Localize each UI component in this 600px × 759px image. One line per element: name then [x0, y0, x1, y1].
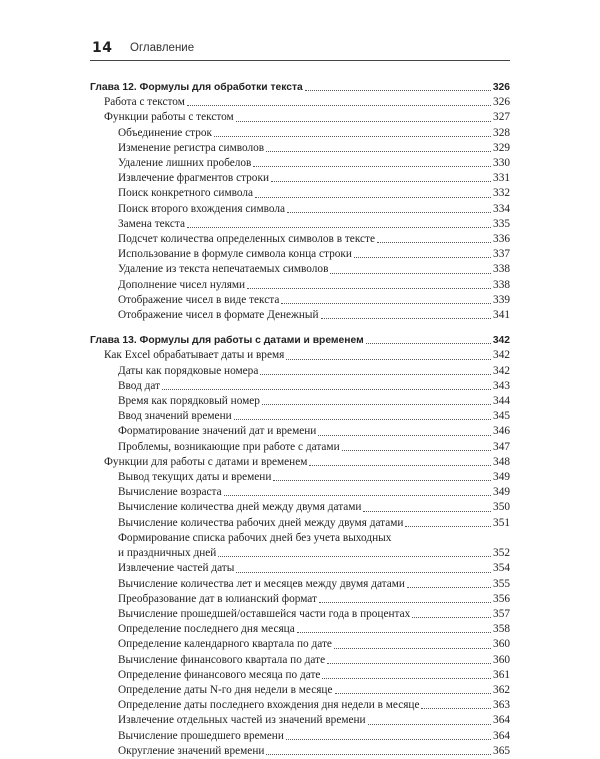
toc-entry[interactable]: Проблемы, возникающие при работе с датами 347 [118, 440, 510, 453]
toc-entry[interactable]: Удаление из текста непечатаемых символов 338 [118, 263, 510, 276]
toc-entry[interactable]: Определение даты последнего вхождения дня недели в месяце 363 [118, 699, 510, 712]
toc-entry[interactable]: Работа с текстом 326 [104, 96, 510, 109]
toc-entry[interactable]: Вычисление количества рабочих дней между двумя датами 351 [118, 516, 510, 529]
toc-entry[interactable]: Преобразование дат в юлианский формат 356 [118, 592, 510, 605]
toc-entry[interactable]: Вычисление количества дней между двумя датами 350 [118, 501, 510, 514]
toc-entry[interactable]: Определение календарного квартала по дате 360 [118, 638, 510, 651]
toc-entry[interactable]: Ввод дат 343 [118, 379, 510, 392]
entry-page: 326 [492, 82, 510, 93]
toc-entry[interactable]: Вывод текущих даты и времени 349 [118, 471, 510, 484]
toc-entry[interactable]: Вычисление прошедшего времени 364 [118, 729, 510, 742]
toc-entry[interactable]: Дополнение чисел нулями 338 [118, 278, 510, 291]
toc-entry[interactable]: Поиск второго вхождения символа 334 [118, 202, 510, 215]
toc-entry[interactable]: Извлечение частей даты 354 [118, 562, 510, 575]
entry-page: 342 [492, 335, 510, 347]
entry-title: Глава 13. Формулы для работы с датами и временем [90, 335, 364, 347]
toc-entry[interactable]: Удаление лишних пробелов 330 [118, 157, 510, 170]
toc-entry[interactable]: Отображение чисел в формате Денежный 341 [118, 309, 510, 322]
toc-entry[interactable]: Время как порядковый номер 344 [118, 395, 510, 408]
entry-title: Глава 12. Формулы для обработки текста [90, 82, 303, 93]
toc-entry[interactable]: Функции работы с текстом 327 [104, 111, 510, 124]
toc-entry[interactable]: Функции для работы с датами и временем 348 [104, 455, 510, 468]
toc-entry[interactable]: Вычисление прошедшей/оставшейся части года в процентах 357 [118, 607, 510, 620]
toc-entry[interactable]: Замена текста 335 [118, 217, 510, 230]
toc-entry[interactable]: Поиск конкретного символа 332 [118, 187, 510, 200]
toc-entry[interactable]: Извлечение фрагментов строки 331 [118, 172, 510, 185]
toc-entry[interactable]: Форматирование значений дат и времени 346 [118, 425, 510, 438]
toc-entry[interactable]: Вычисление количества лет и месяцев между двумя датами 355 [118, 577, 510, 590]
toc-entry[interactable]: Даты как порядковые номера 342 [118, 364, 510, 377]
toc-entry[interactable]: Округление значений времени 365 [118, 744, 510, 757]
toc-entry[interactable]: Подсчет количества определенных символов в тексте 336 [118, 233, 510, 246]
toc-entry[interactable]: Вычисление возраста 349 [118, 486, 510, 499]
toc-entry[interactable]: Определение даты N-го дня недели в месяце 362 [118, 683, 510, 696]
toc-entry[interactable]: Определение последнего дня месяца 358 [118, 623, 510, 636]
chapter-13-title[interactable] [90, 333, 510, 348]
table-of-contents [90, 80, 510, 759]
toc-entry[interactable]: Как Excel обрабатывает даты и время 342 [104, 349, 510, 362]
toc-entry[interactable]: Объединение строк 328 [118, 126, 510, 139]
header-rule [90, 60, 510, 61]
toc-entry[interactable]: Извлечение отдельных частей из значений времени 364 [118, 714, 510, 727]
running-title: Оглавление [130, 42, 195, 54]
toc-entry[interactable]: Определение финансового месяца по дате 361 [118, 668, 510, 681]
page-number: 14 [92, 40, 113, 56]
toc-entry[interactable]: Отображение чисел в виде текста 339 [118, 293, 510, 306]
toc-entry[interactable]: Вычисление финансового квартала по дате 360 [118, 653, 510, 666]
chapter-12-title[interactable] [90, 80, 510, 95]
page-header [90, 40, 510, 60]
toc-entry-multiline[interactable]: Формирование списка рабочих дней без учета выходных и праздничных дней 352 [118, 531, 510, 560]
toc-entry[interactable]: Использование в формуле символа конца строки 337 [118, 248, 510, 261]
toc-entry[interactable]: Ввод значений времени 345 [118, 410, 510, 423]
toc-entry[interactable]: Изменение регистра символов 329 [118, 141, 510, 154]
